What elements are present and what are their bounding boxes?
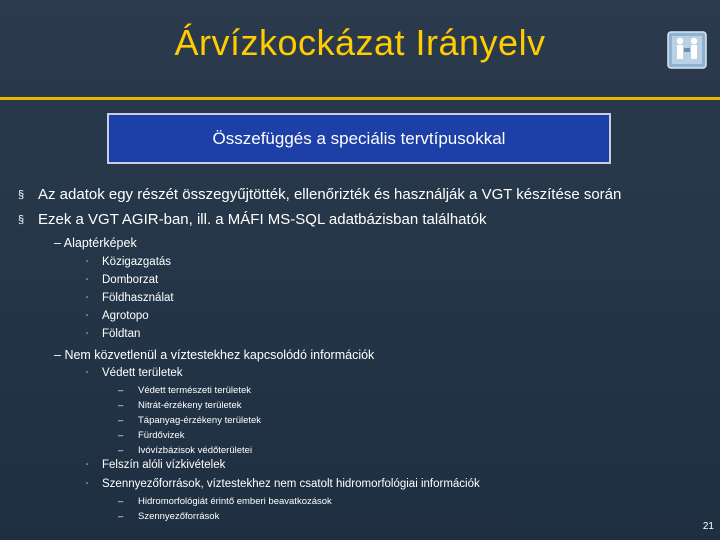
square-marker: ▫ — [86, 259, 89, 265]
list-item-label: Földtan — [102, 328, 141, 340]
slide-title: Árvízkockázat Irányelv — [174, 22, 546, 63]
list-item — [86, 274, 158, 286]
list-item — [86, 292, 174, 304]
square-marker: ▫ — [86, 277, 89, 283]
sub-list-item-label: Ivóvízbázisok védőterületei — [138, 445, 253, 456]
square-marker: ▫ — [86, 462, 89, 468]
section-heading — [54, 236, 137, 250]
section-label: Nem közvetlenül a víztestekhez kapcsolódó információk — [64, 348, 375, 362]
title-underline — [0, 97, 720, 100]
bullet-text: Az adatok egy részét összegyűjtötték, ellenőrizték és használják a VGT készítése során — [38, 186, 622, 203]
list-item — [86, 459, 225, 471]
dash-marker: – — [118, 430, 124, 441]
bullet-marker: § — [18, 214, 25, 226]
dash-marker: – — [118, 385, 124, 396]
list-item — [86, 478, 480, 490]
list-item-label: Földhasználat — [102, 292, 174, 304]
bullet-marker: § — [18, 189, 25, 201]
sub-list-item — [118, 400, 241, 411]
subtitle-box — [107, 113, 611, 164]
sub-list-item — [118, 511, 219, 522]
square-marker: ▫ — [86, 331, 89, 337]
bullet-item — [18, 186, 621, 203]
sub-list-item-label: Védett természeti területek — [138, 385, 251, 396]
list-item-label: Felszín alóli vízkivételek — [102, 459, 226, 471]
bullet-text: Ezek a VGT AGIR-ban, ill. a MÁFI MS-SQL adatbázisban találhatók — [38, 211, 487, 228]
sub-list-item-label: Tápanyag-érzékeny területek — [138, 415, 262, 426]
list-item — [86, 310, 149, 322]
sub-list-item-label: Hidromorfológiát érintő emberi beavatkozások — [138, 496, 332, 507]
square-marker: ▫ — [86, 370, 89, 376]
sub-list-item-label: Szennyezőforrások — [138, 511, 220, 522]
dash-marker: – — [118, 400, 124, 411]
list-item — [86, 367, 183, 379]
dash-marker: – — [118, 496, 124, 507]
square-marker: ▫ — [86, 313, 89, 319]
bullet-item — [18, 211, 487, 228]
list-item-label: Közigazgatás — [102, 256, 172, 268]
sub-list-item — [118, 415, 261, 426]
figures-logo-icon — [666, 26, 708, 70]
sub-list-item — [118, 496, 332, 507]
square-marker: ▫ — [86, 295, 89, 301]
section-heading — [54, 348, 374, 362]
square-marker: ▫ — [86, 481, 89, 487]
sub-list-item — [118, 445, 252, 456]
sub-list-item-label: Nitrát-érzékeny területek — [138, 400, 242, 411]
list-item — [86, 328, 140, 340]
dash-marker: – — [54, 348, 61, 362]
section-label: Alaptérképek — [63, 236, 137, 250]
sub-list-item — [118, 385, 251, 396]
sub-list-item-label: Fürdővizek — [138, 430, 185, 441]
list-item-label: Agrotopo — [102, 310, 149, 322]
dash-marker: – — [118, 511, 124, 522]
dash-marker: – — [118, 445, 124, 456]
list-item — [86, 256, 171, 268]
page-number: 21 — [702, 521, 714, 532]
subtitle-text: Összefüggés a speciális tervtípusokkal — [212, 129, 506, 148]
list-item-label: Védett területek — [102, 367, 183, 379]
sub-list-item — [118, 430, 184, 441]
dash-marker: – — [54, 236, 61, 250]
list-item-label: Domborzat — [102, 274, 159, 286]
list-item-label: Szennyezőforrások, víztestekhez nem csatolt hidromorfológiai információk — [102, 478, 480, 490]
dash-marker: – — [118, 415, 124, 426]
